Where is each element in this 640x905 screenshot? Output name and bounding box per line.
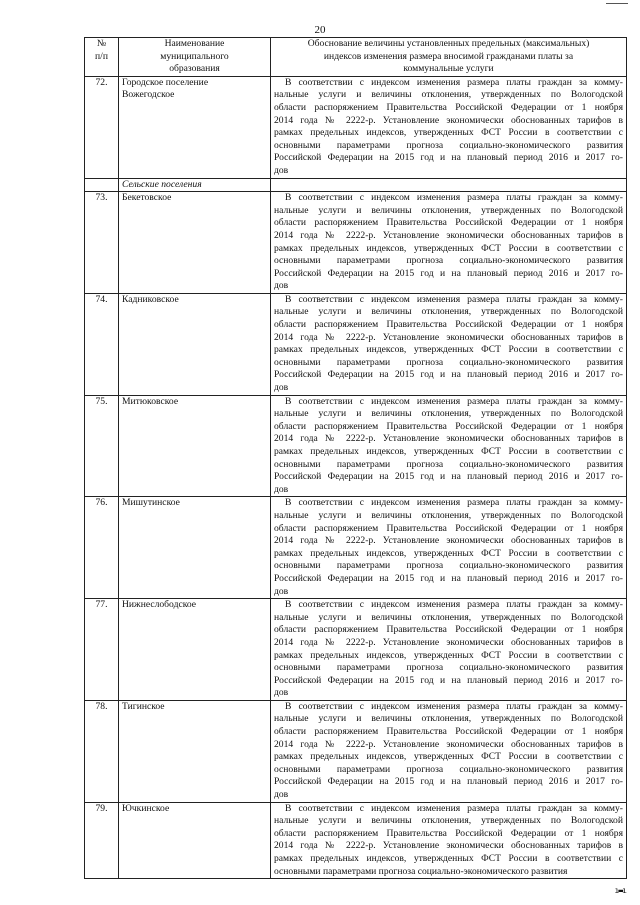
basis-text-line: дов <box>271 687 627 700</box>
basis-text-line: 2014 года № 2222-р. Установление экономически обоснованных тарифов в <box>271 115 627 128</box>
row-number: 72. <box>85 76 119 178</box>
municipality-name: Бекетовское <box>119 192 271 294</box>
group-num-cell <box>85 178 119 192</box>
table-row-line <box>85 497 627 510</box>
basis-text-line: Российской Федерации на 2015 год и на плановый период 2016 и 2017 го- <box>271 675 627 688</box>
header-name: Наименование муниципального образования <box>119 38 271 77</box>
table-row-line <box>85 192 627 205</box>
basis-text-line: 2014 года № 2222-р. Установление экономически обоснованных тарифов в <box>271 739 627 752</box>
basis-text-line: основными параметрами прогноза социально-экономического развития <box>271 357 627 370</box>
basis-text-line: области распоряжением Правительства Российской Федерации от 1 ноября <box>271 217 627 230</box>
basis-text-line: нальные услуги и величины отклонения, утвержденных по Вологодской <box>271 205 627 218</box>
basis-text-line: Российской Федерации на 2015 год и на плановый период 2016 и 2017 го- <box>271 268 627 281</box>
table-row-line <box>85 599 627 612</box>
basis-text-line: В соответствии с индексом изменения размера платы граждан за комму- <box>271 76 627 89</box>
basis-text-line: основными параметрами прогноза социально-экономического развития <box>271 866 627 879</box>
page-number: 20 <box>314 24 326 36</box>
basis-text-line: Российской Федерации на 2015 год и на плановый период 2016 и 2017 го- <box>271 471 627 484</box>
municipality-name: Митюковское <box>119 395 271 497</box>
basis-text-line: рамках предельных индексов, утвержденных ФСТ России в соответствии с <box>271 243 627 256</box>
basis-text-line: области распоряжением Правительства Российской Федерации от 1 ноября <box>271 421 627 434</box>
top-edge-mark <box>606 3 628 4</box>
basis-text-line: рамках предельных индексов, утвержденных ФСТ России в соответствии с <box>271 127 627 140</box>
row-number: 78. <box>85 700 119 802</box>
basis-text-line: 2014 года № 2222-р. Установление экономически обоснованных тарифов в <box>271 230 627 243</box>
basis-text-line: В соответствии с индексом изменения размера платы граждан за комму- <box>271 293 627 306</box>
basis-text-line: области распоряжением Правительства Российской Федерации от 1 ноября <box>271 523 627 536</box>
row-number: 77. <box>85 599 119 701</box>
basis-text-line: нальные услуги и величины отклонения, утвержденных по Вологодской <box>271 306 627 319</box>
basis-text-line: основными параметрами прогноза социально-экономического развития <box>271 560 627 573</box>
basis-text-line: основными параметрами прогноза социально-экономического развития <box>271 459 627 472</box>
basis-text-line: 2014 года № 2222-р. Установление экономически обоснованных тарифов в <box>271 637 627 650</box>
row-number: 74. <box>85 293 119 395</box>
table-row-line <box>85 802 627 815</box>
basis-text-line: нальные услуги и величины отклонения, утвержденных по Вологодской <box>271 510 627 523</box>
basis-text-line: В соответствии с индексом изменения размера платы граждан за комму- <box>271 497 627 510</box>
basis-text-line: Российской Федерации на 2015 год и на плановый период 2016 и 2017 го- <box>271 776 627 789</box>
basis-text-line: нальные услуги и величины отклонения, утвержденных по Вологодской <box>271 408 627 421</box>
row-number: 76. <box>85 497 119 599</box>
basis-text-line: В соответствии с индексом изменения размера платы граждан за комму- <box>271 395 627 408</box>
row-number: 79. <box>85 802 119 879</box>
basis-text-line: дов <box>271 586 627 599</box>
basis-text-line: В соответствии с индексом изменения размера платы граждан за комму- <box>271 599 627 612</box>
basis-text-line: дов <box>271 484 627 497</box>
basis-text-line: рамках предельных индексов, утвержденных ФСТ России в соответствии с <box>271 344 627 357</box>
basis-text-line: рамках предельных индексов, утвержденных ФСТ России в соответствии с <box>271 650 627 663</box>
basis-text-line: основными параметрами прогноза социально-экономического развития <box>271 662 627 675</box>
table-row-line <box>85 293 627 306</box>
basis-text-line: области распоряжением Правительства Российской Федерации от 1 ноября <box>271 624 627 637</box>
municipality-name: Кадниковское <box>119 293 271 395</box>
basis-text-line: нальные услуги и величины отклонения, утвержденных по Вологодской <box>271 89 627 102</box>
basis-text-line: дов <box>271 165 627 178</box>
basis-text-line: рамках предельных индексов, утвержденных ФСТ России в соответствии с <box>271 751 627 764</box>
basis-text-line: области распоряжением Правительства Российской Федерации от 1 ноября <box>271 828 627 841</box>
basis-text-line: области распоряжением Правительства Российской Федерации от 1 ноября <box>271 319 627 332</box>
basis-text-line: Российской Федерации на 2015 год и на плановый период 2016 и 2017 го- <box>271 152 627 165</box>
basis-text-line: 2014 года № 2222-р. Установление экономически обоснованных тарифов в <box>271 433 627 446</box>
basis-text-line: дов <box>271 280 627 293</box>
footer-mark: ı▬ı <box>614 886 626 895</box>
basis-text-line: В соответствии с индексом изменения размера платы граждан за комму- <box>271 802 627 815</box>
basis-text-line: нальные услуги и величины отклонения, утвержденных по Вологодской <box>271 815 627 828</box>
basis-text-line: основными параметрами прогноза социально-экономического развития <box>271 764 627 777</box>
table-row-line <box>85 76 627 89</box>
basis-text-line: 2014 года № 2222-р. Установление экономически обоснованных тарифов в <box>271 332 627 345</box>
group-basis-cell <box>271 178 627 192</box>
municipality-name: Ючкинское <box>119 802 271 879</box>
municipality-name: Нижнеслободское <box>119 599 271 701</box>
basis-text-line: В соответствии с индексом изменения размера платы граждан за комму- <box>271 192 627 205</box>
basis-text-line: рамках предельных индексов, утвержденных ФСТ России в соответствии с <box>271 446 627 459</box>
basis-text-line: области распоряжением Правительства Российской Федерации от 1 ноября <box>271 102 627 115</box>
indices-table <box>84 37 627 879</box>
table-header-row <box>85 38 627 77</box>
basis-text-line: нальные услуги и величины отклонения, утвержденных по Вологодской <box>271 612 627 625</box>
table-row-line <box>85 700 627 713</box>
group-label: Сельские поселения <box>119 178 271 192</box>
basis-text-line: области распоряжением Правительства Российской Федерации от 1 ноября <box>271 726 627 739</box>
table-row-line <box>85 395 627 408</box>
header-basis: Обоснование величины установленных предельных (максимальных) индексов изменения размера вносимой гражданами платы за коммунальные услуги <box>271 38 627 77</box>
municipality-name: Городское поселение Вожегодское <box>119 76 271 178</box>
basis-text-line: рамках предельных индексов, утвержденных ФСТ России в соответствии с <box>271 853 627 866</box>
basis-text-line: В соответствии с индексом изменения размера платы граждан за комму- <box>271 700 627 713</box>
municipality-name: Мишутинское <box>119 497 271 599</box>
basis-text-line: Российской Федерации на 2015 год и на плановый период 2016 и 2017 го- <box>271 573 627 586</box>
basis-text-line: рамках предельных индексов, утвержденных ФСТ России в соответствии с <box>271 548 627 561</box>
basis-text-line: 2014 года № 2222-р. Установление экономически обоснованных тарифов в <box>271 535 627 548</box>
group-row <box>85 178 627 192</box>
basis-text-line: дов <box>271 789 627 802</box>
basis-text-line: дов <box>271 382 627 395</box>
basis-text-line: основными параметрами прогноза социально-экономического развития <box>271 255 627 268</box>
row-number: 73. <box>85 192 119 294</box>
basis-text-line: нальные услуги и величины отклонения, утвержденных по Вологодской <box>271 713 627 726</box>
municipality-name: Тигинское <box>119 700 271 802</box>
row-number: 75. <box>85 395 119 497</box>
basis-text-line: Российской Федерации на 2015 год и на плановый период 2016 и 2017 го- <box>271 369 627 382</box>
header-num: № п/п <box>85 38 119 77</box>
basis-text-line: 2014 года № 2222-р. Установление экономически обоснованных тарифов в <box>271 840 627 853</box>
basis-text-line: основными параметрами прогноза социально-экономического развития <box>271 140 627 153</box>
